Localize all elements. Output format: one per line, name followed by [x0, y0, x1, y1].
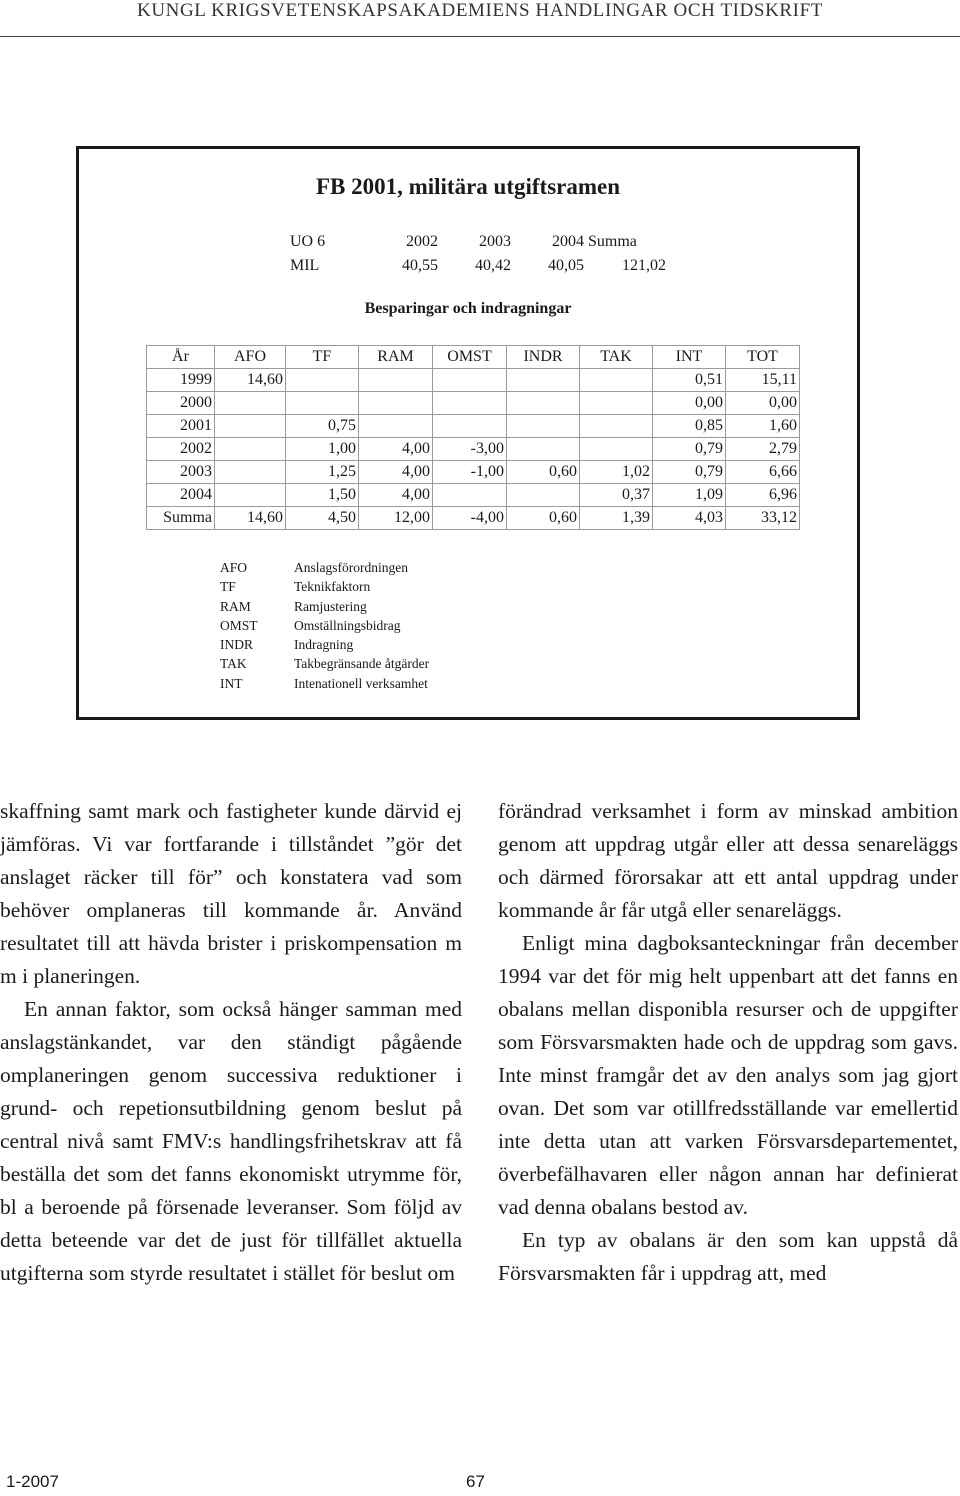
- legend-item: [220, 597, 429, 616]
- table-cell: 12,00: [359, 507, 433, 530]
- legend-text: Ramjustering: [294, 598, 367, 614]
- uo-header-cell: UO 6: [290, 233, 326, 250]
- uo-header-cell: 2002: [406, 233, 438, 250]
- table-cell: 1,25: [286, 461, 359, 484]
- table-cell: 1999: [147, 369, 215, 392]
- table-cell: 33,12: [726, 507, 800, 530]
- table-cell: 14,60: [215, 369, 286, 392]
- table-row: [147, 461, 800, 484]
- legend-text: Intenationell verksamhet: [294, 675, 428, 691]
- legend-abbr: OMST: [220, 617, 258, 633]
- uo-header-cell: Summa: [588, 233, 637, 250]
- table-cell: [580, 415, 653, 438]
- running-head: KUNGL KRIGSVETENSKAPSAKADEMIENS HANDLINGAR OCH TIDSKRIFT: [137, 0, 823, 21]
- legend-item: [220, 616, 429, 635]
- table-cell: [215, 415, 286, 438]
- table-cell: [286, 369, 359, 392]
- header-cell: TAK: [580, 346, 653, 369]
- table-cell: 0,00: [726, 392, 800, 415]
- header-cell: TOT: [726, 346, 800, 369]
- table-cell: 4,03: [653, 507, 726, 530]
- legend-abbr: RAM: [220, 598, 251, 614]
- table-cell: 6,96: [726, 484, 800, 507]
- uo-header-cell: 2004: [552, 233, 584, 250]
- uo-cell: 40,05: [548, 257, 584, 274]
- table-cell: [580, 438, 653, 461]
- table-cell: 2002: [147, 438, 215, 461]
- table-cell: 1,09: [653, 484, 726, 507]
- table-cell: 4,50: [286, 507, 359, 530]
- table-cell: [433, 484, 507, 507]
- uo-cell: 121,02: [622, 257, 666, 274]
- page-number: 67: [466, 1472, 485, 1491]
- table-cell: [359, 415, 433, 438]
- body-paragraph: skaffning samt mark och fastigheter kunde därvid ej jämföras. Vi var fortfarande i tillståndet ”gör det anslaget räcker till för” och konstatera vad som behöver omplaneras till kommande år. Använd resultatet till att hävda brister i priskompensation m m i planeringen.: [0, 799, 462, 988]
- table-cell: -4,00: [433, 507, 507, 530]
- table-cell: 0,60: [507, 507, 580, 530]
- table-cell: [215, 392, 286, 415]
- table-cell: 14,60: [215, 507, 286, 530]
- table-cell: 15,11: [726, 369, 800, 392]
- legend-item: [220, 635, 429, 654]
- header-cell: AFO: [215, 346, 286, 369]
- table-cell: 1,00: [286, 438, 359, 461]
- table-cell: [507, 369, 580, 392]
- table-cell: [507, 484, 580, 507]
- table-cell: [580, 369, 653, 392]
- legend-text: Omställningsbidrag: [294, 617, 401, 633]
- body-paragraph: Enligt mina dagboksanteckningar från december 1994 var det för mig helt uppenbart att det fanns en obalans mellan disponibla resurser och de uppgifter som Försvarsmakten hade och de uppdrag som gavs. Inte minst framgår det av den analys som jag gjort ovan. Det som var otillfredsställande var emellertid inte detta utan att varken Försvarsdepartementet, överbefälhavaren eller någon annan har definierat vad denna obalans bestod av.: [498, 931, 958, 1219]
- table-cell: [286, 392, 359, 415]
- table-cell: [433, 415, 507, 438]
- legend-text: Anslagsförordningen: [294, 560, 408, 575]
- table-cell: -3,00: [433, 438, 507, 461]
- table-cell: 2,79: [726, 438, 800, 461]
- figure-subtitle: Besparingar och indragningar: [364, 300, 572, 317]
- table-cell: 1,60: [726, 415, 800, 438]
- table-cell: 0,75: [286, 415, 359, 438]
- table-cell: 4,00: [359, 461, 433, 484]
- legend-text: Teknikfaktorn: [294, 579, 371, 595]
- table-cell: [433, 369, 507, 392]
- table-cell: 4,00: [359, 484, 433, 507]
- legend-item: [220, 654, 429, 673]
- table-header-row: [147, 346, 800, 369]
- header-cell: INT: [653, 346, 726, 369]
- table-cell: Summa: [147, 507, 215, 530]
- savings-table: [146, 345, 800, 530]
- legend-text: Indragning: [294, 637, 354, 653]
- table-cell: 4,00: [359, 438, 433, 461]
- table-cell: -1,00: [433, 461, 507, 484]
- table-cell: 0,79: [653, 438, 726, 461]
- body-column-right: [498, 795, 958, 1290]
- abbreviation-legend: [220, 558, 429, 693]
- table-row: [147, 415, 800, 438]
- legend-text: Takbegränsande åtgärder: [294, 656, 430, 672]
- legend-item: [220, 577, 429, 596]
- uo-cell: MIL: [290, 257, 320, 274]
- body-column-left: [0, 795, 462, 1290]
- table-cell: 0,37: [580, 484, 653, 507]
- table-cell: 1,02: [580, 461, 653, 484]
- table-cell: 0,60: [507, 461, 580, 484]
- table-cell: [359, 369, 433, 392]
- table-row: [147, 438, 800, 461]
- header-cell: OMST: [433, 346, 507, 369]
- table-cell: 2003: [147, 461, 215, 484]
- table-cell: 1,50: [286, 484, 359, 507]
- uo-cell: 40,42: [475, 257, 511, 274]
- table-cell: 1,39: [580, 507, 653, 530]
- table-cell: [215, 438, 286, 461]
- legend-abbr: TF: [220, 579, 236, 595]
- header-cell: INDR: [507, 346, 580, 369]
- body-paragraph: En annan faktor, som också hänger samman med anslagstänkandet, var den ständigt pågående omplaneringen genom successiva reduktioner i grund- och repetionsutbildning genom beslut på central nivå samt FMV:s handlingsfrihetskrav att få beställa det som det fanns ekonomiskt utrymme för, bl a beroende på försenade leveranser. Som följd av detta beteende var det de just för tillfället aktuella utgifterna som styrde resultatet i stället för beslut om: [0, 997, 462, 1285]
- uo-header-cell: 2003: [479, 233, 511, 250]
- figure-title: FB 2001, militära utgiftsramen: [315, 174, 621, 199]
- header-rule: [0, 36, 960, 37]
- legend-abbr: INDR: [220, 637, 253, 653]
- table-row: [147, 369, 800, 392]
- table-cell: 0,79: [653, 461, 726, 484]
- legend-abbr: INT: [220, 675, 243, 691]
- table-cell: 0,00: [653, 392, 726, 415]
- table-cell: [507, 415, 580, 438]
- table-row: [147, 392, 800, 415]
- body-paragraph: förändrad verksamhet i form av minskad ambition genom att uppdrag utgår eller att dessa senareläggs och därmed förorsakar att ett antal uppdrag under kommande år får utgå eller senareläggs.: [498, 799, 958, 922]
- header-cell: RAM: [359, 346, 433, 369]
- table-cell: 6,66: [726, 461, 800, 484]
- body-paragraph: En typ av obalans är den som kan uppstå då Försvarsmakten får i uppdrag att, med: [498, 1228, 958, 1285]
- table-cell: 2004: [147, 484, 215, 507]
- table-cell: [507, 438, 580, 461]
- table-cell: [215, 484, 286, 507]
- table-cell: 0,51: [653, 369, 726, 392]
- table-row: [147, 484, 800, 507]
- uo-data-row: [290, 254, 666, 278]
- table-cell: [215, 461, 286, 484]
- table-cell: 2001: [147, 415, 215, 438]
- table-cell: [359, 392, 433, 415]
- uo-header-row: [290, 230, 666, 254]
- header-cell: År: [147, 346, 215, 369]
- legend-item: [220, 558, 429, 577]
- legend-abbr: AFO: [220, 560, 248, 575]
- legend-item: [220, 674, 429, 693]
- uo-summary-table: [290, 230, 666, 278]
- table-total-row: [147, 507, 800, 530]
- legend-abbr: TAK: [220, 656, 247, 672]
- issue-number: 1-2007: [6, 1472, 59, 1491]
- table-cell: [507, 392, 580, 415]
- table-cell: [580, 392, 653, 415]
- header-cell: TF: [286, 346, 359, 369]
- table-cell: 2000: [147, 392, 215, 415]
- table-cell: [433, 392, 507, 415]
- table-cell: 0,85: [653, 415, 726, 438]
- uo-cell: 40,55: [402, 257, 438, 274]
